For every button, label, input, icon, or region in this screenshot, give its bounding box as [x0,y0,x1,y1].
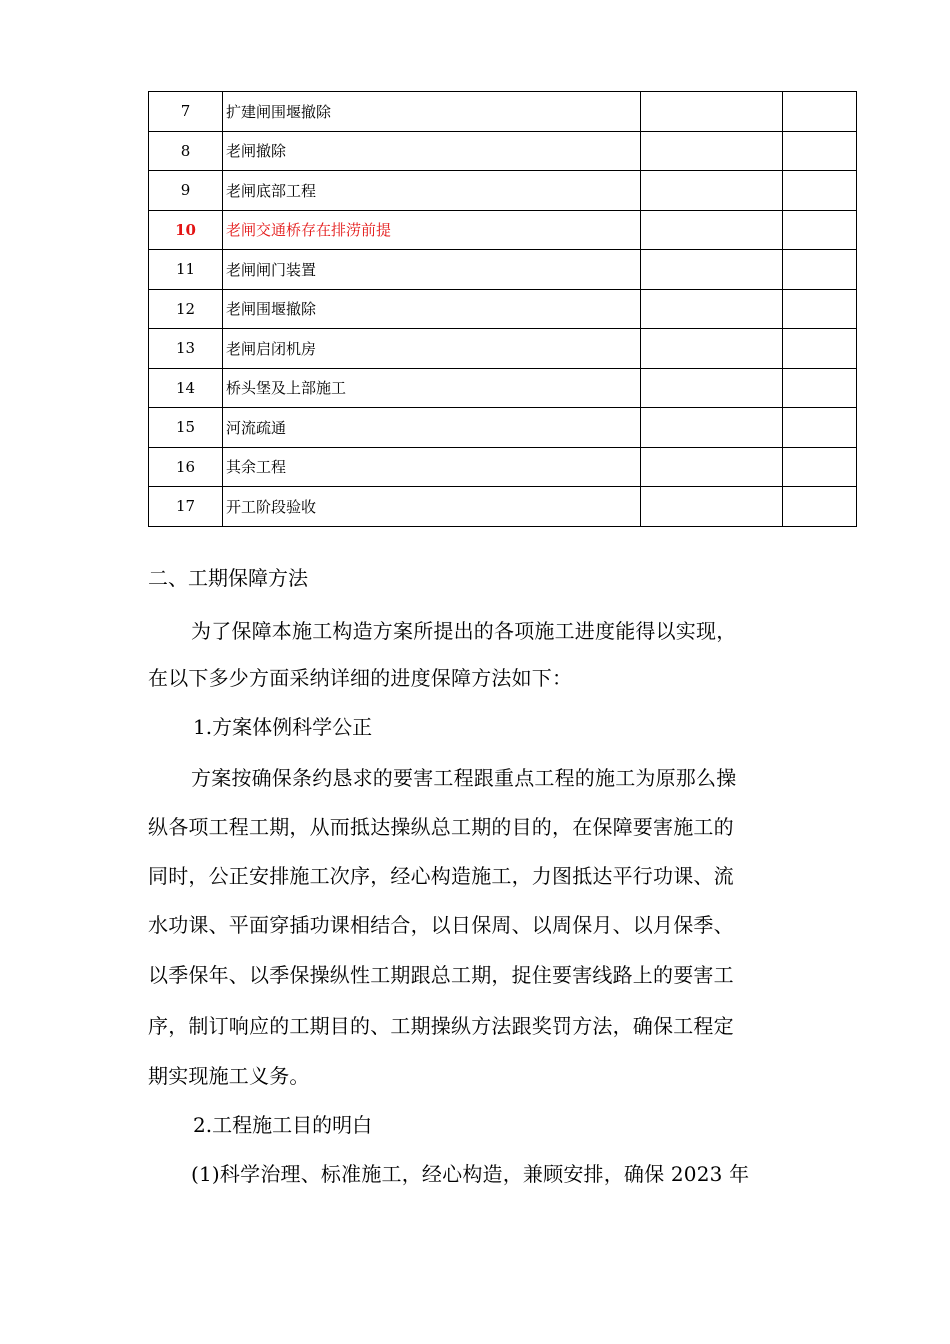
row-number-cell: 13 [149,329,223,369]
item-name-cell: 开工阶段验收 [223,487,641,527]
empty-cell [641,250,783,290]
empty-cell [641,447,783,487]
item-name-cell: 其余工程 [223,447,641,487]
empty-cell [783,92,857,132]
empty-cell [783,131,857,171]
row-number-cell: 17 [149,487,223,527]
empty-cell [783,447,857,487]
item-name-cell: 老闸围堰撤除 [223,289,641,329]
row-number-cell: 9 [149,171,223,211]
row-number-cell: 15 [149,408,223,448]
item-name-cell: 老闸交通桥存在排涝前提 [223,210,641,250]
item-name-cell: 扩建闸围堰撤除 [223,92,641,132]
sub1-paragraph-line: 水功课、平面穿插功课相结合，以日保周、以周保月、以月保季、 [148,913,734,937]
table-row [149,408,857,448]
section-heading: 二、工期保障方法 [148,566,308,590]
table-row [149,289,857,329]
empty-cell [641,131,783,171]
table-row [149,487,857,527]
row-number-cell: 8 [149,131,223,171]
table-row [149,210,857,250]
item-name-cell: 河流疏通 [223,408,641,448]
sub1-paragraph-line: 纵各项工程工期，从而抵达操纵总工期的目的，在保障要害施工的 [148,815,734,839]
empty-cell [641,289,783,329]
row-number-cell: 14 [149,368,223,408]
sub1-paragraph-line: 以季保年、以季保操纵性工期跟总工期，捉住要害线路上的要害工 [148,963,734,987]
empty-cell [641,487,783,527]
empty-cell [783,487,857,527]
empty-cell [783,329,857,369]
empty-cell [783,210,857,250]
empty-cell [641,368,783,408]
sub1-paragraph-line: 序，制订响应的工期目的、工期操纵方法跟奖罚方法，确保工程定 [148,1014,734,1038]
empty-cell [641,210,783,250]
item-name-cell: 老闸底部工程 [223,171,641,211]
schedule-table [148,91,857,527]
row-number-cell: 7 [149,92,223,132]
empty-cell [641,92,783,132]
empty-cell [783,250,857,290]
table-row [149,92,857,132]
row-number-cell: 11 [149,250,223,290]
empty-cell [783,171,857,211]
empty-cell [641,408,783,448]
empty-cell [641,171,783,211]
row-number-cell: 10 [149,210,223,250]
sub1-paragraph-line: 方案按确保条约恳求的要害工程跟重点工程的施工为原那么操 [191,766,737,790]
sub1-paragraph-line: 同时，公正安排施工次序，经心构造施工，力图抵达平行功课、流 [148,864,734,888]
sub1-paragraph-line: 期实现施工义务。 [148,1064,310,1088]
subsection-1-title: 1.方案体例科学公正 [193,715,373,739]
item-name-cell: 老闸闸门装置 [223,250,641,290]
row-number-cell: 12 [149,289,223,329]
table-row [149,447,857,487]
schedule-table-body [149,92,857,527]
intro-paragraph-line: 为了保障本施工构造方案所提出的各项施工进度能得以实现， [191,619,737,643]
item-name-cell: 老闸撤除 [223,131,641,171]
empty-cell [783,289,857,329]
item-name-cell: 老闸启闭机房 [223,329,641,369]
sub2-paragraph-line: (1)科学治理、标准施工，经心构造，兼顾安排，确保 2023 年 [191,1162,750,1186]
table-row [149,250,857,290]
table-row [149,368,857,408]
row-number-cell: 16 [149,447,223,487]
item-name-cell: 桥头堡及上部施工 [223,368,641,408]
subsection-2-title: 2.工程施工目的明白 [193,1113,373,1137]
intro-paragraph-line: 在以下多少方面采纳详细的进度保障方法如下： [148,666,573,690]
empty-cell [783,368,857,408]
table-row [149,171,857,211]
table-row [149,131,857,171]
empty-cell [641,329,783,369]
empty-cell [783,408,857,448]
table-row [149,329,857,369]
